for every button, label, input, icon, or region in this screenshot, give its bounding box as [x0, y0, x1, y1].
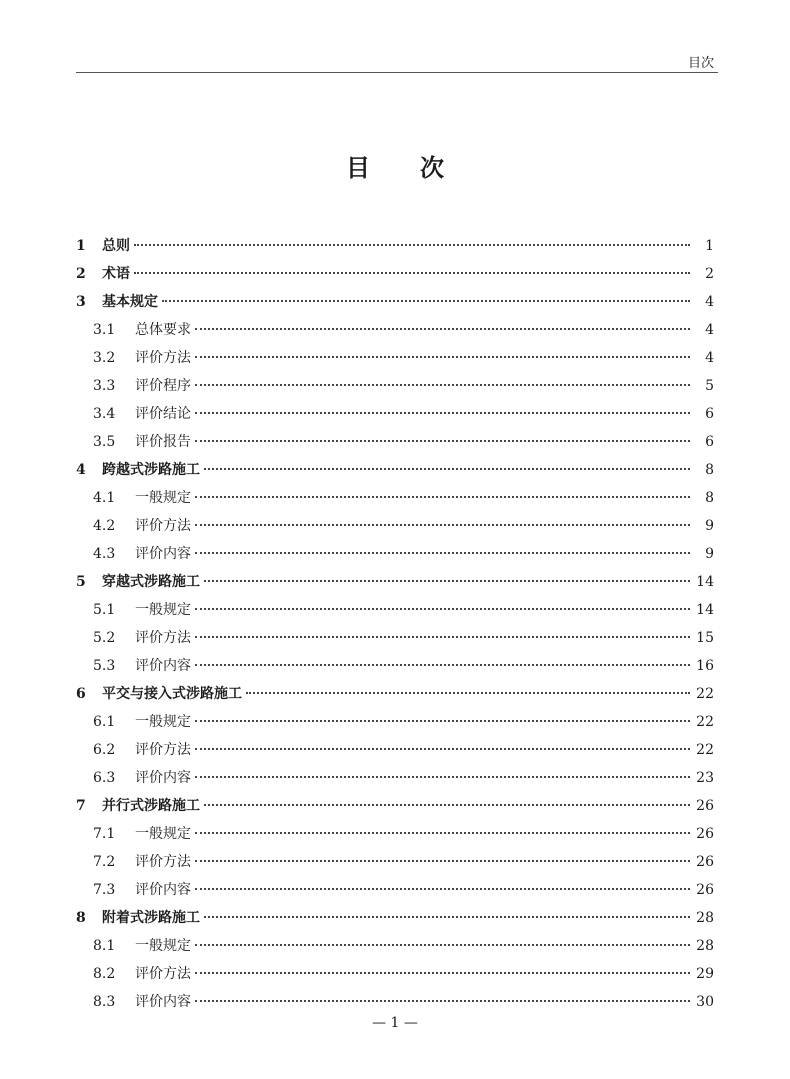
toc-dot-leader [134, 272, 690, 274]
toc-dot-leader [195, 608, 690, 610]
toc-entry-label: 一般规定 [135, 938, 191, 954]
toc-entry[interactable] [76, 400, 714, 428]
toc-entry-number: 5.1 [93, 602, 116, 618]
toc-dot-leader [195, 776, 690, 778]
toc-entry-label: 总则 [102, 238, 130, 254]
toc-entry-number: 4.3 [93, 546, 116, 562]
toc-dot-leader [204, 804, 690, 806]
toc-entry-number: 3.2 [93, 350, 116, 366]
toc-entry[interactable] [76, 232, 714, 260]
toc-entry-number: 8.2 [93, 966, 116, 982]
toc-entry[interactable] [76, 820, 714, 848]
toc-dot-leader [195, 944, 690, 946]
toc-entry-label: 一般规定 [135, 714, 191, 730]
toc-entry-label: 评价程序 [135, 378, 191, 394]
toc-dot-leader [195, 664, 690, 666]
toc-entry-number: 5.2 [93, 630, 116, 646]
toc-entry-label: 跨越式涉路施工 [102, 462, 200, 478]
toc-entry-page: 29 [696, 966, 714, 982]
toc-entry-label: 一般规定 [135, 602, 191, 618]
toc-entry-page: 9 [705, 518, 714, 534]
toc-entry[interactable] [76, 792, 714, 820]
toc-entry-label: 一般规定 [135, 826, 191, 842]
toc-dot-leader [195, 972, 690, 974]
toc-entry-number: 3.3 [93, 378, 116, 394]
toc-entry-number: 3 [76, 294, 86, 310]
toc-entry-page: 4 [705, 294, 714, 310]
toc-entry[interactable] [76, 596, 714, 624]
toc-entry[interactable] [76, 484, 714, 512]
toc-entry-label: 评价结论 [135, 406, 191, 422]
toc-entry[interactable] [76, 260, 714, 288]
toc-entry-label: 评价方法 [135, 350, 191, 366]
toc-entry-label: 并行式涉路施工 [102, 798, 200, 814]
toc-entry[interactable] [76, 848, 714, 876]
toc-entry-page: 1 [705, 238, 714, 254]
toc-entry-label: 附着式涉路施工 [102, 910, 200, 926]
toc-dot-leader [195, 832, 690, 834]
toc-entry-page: 16 [696, 658, 714, 674]
toc-entry[interactable] [76, 428, 714, 456]
toc-entry-label: 穿越式涉路施工 [102, 574, 200, 590]
toc-entry-label: 评价方法 [135, 966, 191, 982]
toc-entry[interactable] [76, 960, 714, 988]
toc-entry-page: 6 [705, 406, 714, 422]
toc-entry-page: 26 [696, 826, 714, 842]
toc-entry-label: 一般规定 [135, 490, 191, 506]
toc-dot-leader [195, 412, 690, 414]
toc-entry[interactable] [76, 540, 714, 568]
toc-dot-leader [204, 916, 690, 918]
toc-entry-page: 6 [705, 434, 714, 450]
toc-entry-number: 6.2 [93, 742, 116, 758]
page-title: 目次 [346, 154, 494, 182]
toc-entry-page: 14 [696, 602, 714, 618]
toc-entry[interactable] [76, 652, 714, 680]
toc-entry-number: 2 [76, 266, 86, 282]
page-number: — 1 — [372, 1015, 418, 1031]
toc-entry-page: 4 [705, 322, 714, 338]
toc-entry[interactable] [76, 568, 714, 596]
toc-entry-number: 4 [76, 462, 86, 478]
toc-entry-number: 3.1 [93, 322, 116, 338]
toc-entry-label: 基本规定 [102, 294, 158, 310]
toc-entry-label: 评价方法 [135, 630, 191, 646]
toc-entry-number: 6 [76, 686, 86, 702]
toc-entry-page: 4 [705, 350, 714, 366]
toc-entry-page: 22 [696, 742, 714, 758]
toc-entry-page: 30 [696, 994, 714, 1010]
toc-entry[interactable] [76, 680, 714, 708]
toc-dot-leader [195, 384, 690, 386]
toc-dot-leader [134, 244, 690, 246]
toc-entry-number: 6.3 [93, 770, 116, 786]
toc-entry-number: 3.5 [93, 434, 116, 450]
toc-dot-leader [195, 524, 690, 526]
toc-entry[interactable] [76, 876, 714, 904]
toc-entry[interactable] [76, 988, 714, 1016]
toc-entry-number: 1 [76, 238, 86, 254]
toc-dot-leader [195, 636, 690, 638]
toc-dot-leader [195, 860, 690, 862]
toc-entry-number: 8.3 [93, 994, 116, 1010]
toc-entry-label: 评价方法 [135, 518, 191, 534]
toc-entry-label: 评价内容 [135, 770, 191, 786]
toc-entry[interactable] [76, 624, 714, 652]
toc-dot-leader [204, 468, 690, 470]
toc-entry-page: 22 [696, 686, 714, 702]
toc-entry-page: 26 [696, 798, 714, 814]
toc-entry-label: 平交与接入式涉路施工 [102, 686, 242, 702]
toc-dot-leader [195, 440, 690, 442]
toc-entry-page: 22 [696, 714, 714, 730]
toc-entry-page: 5 [705, 378, 714, 394]
toc-entry-label: 评价内容 [135, 658, 191, 674]
toc-dot-leader [195, 720, 690, 722]
header-rule [76, 72, 718, 73]
toc-entry-page: 14 [696, 574, 714, 590]
toc-entry[interactable] [76, 372, 714, 400]
toc-entry-number: 4.1 [93, 490, 116, 506]
toc-entry-number: 6.1 [93, 714, 116, 730]
toc-dot-leader [195, 496, 690, 498]
toc-entry[interactable] [76, 904, 714, 932]
toc-entry-page: 2 [705, 266, 714, 282]
toc-dot-leader [195, 748, 690, 750]
table-of-contents [76, 232, 714, 1016]
toc-dot-leader [204, 580, 690, 582]
toc-dot-leader [195, 888, 690, 890]
toc-entry-label: 评价方法 [135, 854, 191, 870]
toc-dot-leader [246, 692, 690, 694]
toc-entry-number: 4.2 [93, 518, 116, 534]
toc-entry[interactable] [76, 708, 714, 736]
running-header: 目次 [687, 56, 714, 71]
toc-entry-page: 28 [696, 938, 714, 954]
toc-entry-number: 7.1 [93, 826, 116, 842]
toc-entry-label: 评价方法 [135, 742, 191, 758]
toc-entry-number: 7 [76, 798, 86, 814]
toc-entry[interactable] [76, 932, 714, 960]
toc-entry-page: 28 [696, 910, 714, 926]
toc-entry-label: 总体要求 [135, 322, 191, 338]
toc-dot-leader [195, 1000, 690, 1002]
toc-dot-leader [162, 300, 690, 302]
toc-entry-number: 5.3 [93, 658, 116, 674]
toc-entry-page: 8 [705, 490, 714, 506]
toc-entry[interactable] [76, 456, 714, 484]
toc-entry[interactable] [76, 288, 714, 316]
toc-entry[interactable] [76, 736, 714, 764]
toc-entry[interactable] [76, 512, 714, 540]
toc-entry-label: 评价内容 [135, 546, 191, 562]
toc-entry-label: 评价内容 [135, 994, 191, 1010]
toc-entry-page: 8 [705, 462, 714, 478]
toc-entry-number: 8 [76, 910, 86, 926]
toc-entry[interactable] [76, 316, 714, 344]
toc-entry-label: 评价内容 [135, 882, 191, 898]
toc-entry-page: 23 [696, 770, 714, 786]
toc-entry[interactable] [76, 764, 714, 792]
toc-entry-page: 15 [696, 630, 714, 646]
toc-dot-leader [195, 356, 690, 358]
toc-entry-label: 术语 [102, 266, 130, 282]
toc-entry-label: 评价报告 [135, 434, 191, 450]
toc-entry[interactable] [76, 344, 714, 372]
toc-entry-page: 26 [696, 882, 714, 898]
toc-entry-page: 9 [705, 546, 714, 562]
toc-entry-number: 3.4 [93, 406, 116, 422]
toc-entry-number: 7.3 [93, 882, 116, 898]
toc-dot-leader [195, 552, 690, 554]
toc-dot-leader [195, 328, 690, 330]
toc-entry-page: 26 [696, 854, 714, 870]
toc-entry-number: 5 [76, 574, 86, 590]
toc-entry-number: 7.2 [93, 854, 116, 870]
toc-entry-number: 8.1 [93, 938, 116, 954]
